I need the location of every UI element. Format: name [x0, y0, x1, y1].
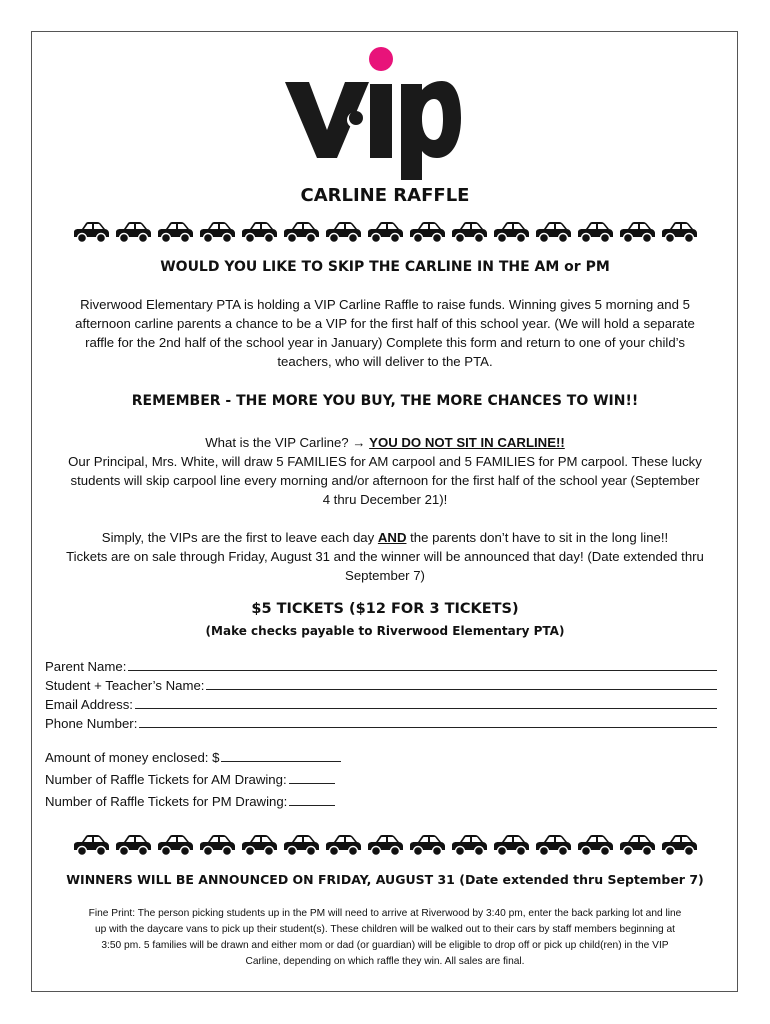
car-icon — [198, 833, 236, 857]
tickets-sale-line: September 7) — [345, 568, 425, 583]
intro-line: Riverwood Elementary PTA is holding a VIP Carline Raffle to raise funds. Winning gives 5 morning and 5 — [80, 297, 690, 312]
simply-text: Simply, the VIPs are the first to leave each day — [101, 530, 378, 545]
intro-line: teachers, who will deliver to the PTA. — [277, 354, 493, 369]
student-teacher-field[interactable] — [206, 689, 717, 690]
simply-text: the parents don’t have to sit in the long line!! — [406, 530, 669, 545]
car-icon — [366, 833, 404, 857]
simply-line — [48, 528, 722, 547]
principal-line: 4 thru December 21)! — [322, 492, 448, 507]
car-icon — [618, 220, 656, 244]
car-icon — [576, 833, 614, 857]
amount-row — [45, 743, 341, 765]
pm-tickets-field[interactable] — [289, 805, 335, 806]
contact-form — [45, 655, 725, 731]
what-is-question: What is the VIP Carline? → — [205, 435, 370, 450]
simply-paragraph — [48, 528, 722, 585]
principal-line: students will skip carpool line every morning and/or afternoon for the first half of the school year (September — [70, 473, 700, 488]
phone-field[interactable] — [139, 727, 717, 728]
car-icon — [72, 833, 110, 857]
logo-small-dot — [349, 111, 363, 125]
car-icon — [408, 220, 446, 244]
student-teacher-row — [45, 674, 717, 693]
car-icon — [282, 220, 320, 244]
fine-print-line: up with the daycare vans to pick up their student(s). These children will be walked out to their cars by staff members beginning at — [94, 924, 676, 935]
principal-line: Our Principal, Mrs. White, will draw 5 FAMILIES for AM carpool and 5 FAMILIES for PM carpool. These lucky — [68, 454, 702, 469]
car-icon — [534, 220, 572, 244]
car-icon — [492, 220, 530, 244]
payment-section — [45, 743, 341, 809]
car-icon — [114, 220, 152, 244]
email-field[interactable] — [135, 708, 717, 709]
student-teacher-label: Student + Teacher’s Name: — [45, 678, 205, 693]
car-icons-row — [72, 833, 698, 859]
amount-label: Amount of money enclosed: $ — [45, 750, 220, 765]
car-icon — [114, 833, 152, 857]
fine-print-line: Carline, depending on which raffle they win. All sales are final. — [245, 956, 525, 967]
am-tickets-field[interactable] — [289, 783, 335, 784]
car-icon — [618, 833, 656, 857]
intro-line: raffle for the 2nd half of the school year in January) Complete this form and return to one of your child’s — [85, 335, 685, 350]
car-icon — [156, 220, 194, 244]
car-icon — [324, 220, 362, 244]
car-icon — [156, 833, 194, 857]
car-icon — [576, 220, 614, 244]
simply-and: AND — [377, 530, 407, 545]
car-icons-row — [72, 220, 698, 246]
am-tickets-label: Number of Raffle Tickets for AM Drawing: — [45, 772, 287, 787]
remember-heading: REMEMBER - THE MORE YOU BUY, THE MORE CHANCES TO WIN!! — [131, 393, 639, 409]
email-label: Email Address: — [45, 697, 133, 712]
what-is-line — [48, 433, 722, 452]
logo-pink-dot — [369, 47, 393, 71]
car-icon — [324, 833, 362, 857]
pm-tickets-label: Number of Raffle Tickets for PM Drawing: — [45, 794, 288, 809]
email-row — [45, 693, 717, 712]
car-icon — [282, 833, 320, 857]
checks-payable: (Make checks payable to Riverwood Elementary PTA) — [205, 624, 565, 638]
page-title: CARLINE RAFFLE — [300, 185, 470, 206]
phone-label: Phone Number: — [45, 716, 138, 731]
car-icon — [198, 220, 236, 244]
tickets-sale-line: Tickets are on sale through Friday, August 31 and the winner will be announced that day! (Date extended thru — [66, 549, 704, 564]
car-icon — [240, 833, 278, 857]
car-icon — [660, 833, 698, 857]
car-icon — [450, 833, 488, 857]
logo-letter-p — [401, 81, 461, 180]
fine-print-line: Fine Print: The person picking students up in the PM will need to arrive at Riverwood by 3:40 pm, enter the back parking lot and line — [88, 908, 682, 919]
car-icon — [408, 833, 446, 857]
fine-print-line: 3:50 pm. 5 families will be drawn and either mom or dad (or guardian) will be eligible to drop off or pick up child(ren) in the VIP — [101, 940, 669, 951]
pm-tickets-row — [45, 787, 341, 809]
parent-name-field[interactable] — [128, 670, 717, 671]
vip-logo — [281, 46, 461, 182]
car-icon — [366, 220, 404, 244]
car-icon — [72, 220, 110, 244]
vip-explanation — [48, 433, 722, 509]
logo-letter-i — [370, 84, 392, 158]
intro-paragraph — [48, 295, 722, 371]
phone-row — [45, 712, 717, 731]
parent-name-label: Parent Name: — [45, 659, 127, 674]
car-icon — [492, 833, 530, 857]
headline: WOULD YOU LIKE TO SKIP THE CARLINE IN THE AM or PM — [160, 259, 610, 275]
car-icon — [240, 220, 278, 244]
car-icon — [660, 220, 698, 244]
parent-name-row — [45, 655, 717, 674]
car-icon — [534, 833, 572, 857]
what-is-answer: YOU DO NOT SIT IN CARLINE!! — [369, 435, 565, 450]
ticket-price: $5 TICKETS ($12 FOR 3 TICKETS) — [251, 601, 519, 617]
amount-field[interactable] — [221, 761, 341, 762]
car-icon — [450, 220, 488, 244]
winners-announcement: WINNERS WILL BE ANNOUNCED ON FRIDAY, AUGUST 31 (Date extended thru September 7) — [66, 872, 704, 887]
fine-print — [42, 906, 728, 970]
am-tickets-row — [45, 765, 341, 787]
intro-line: afternoon carline parents a chance to be a VIP for the first half of this school year. (We will hold a separate — [75, 316, 695, 331]
